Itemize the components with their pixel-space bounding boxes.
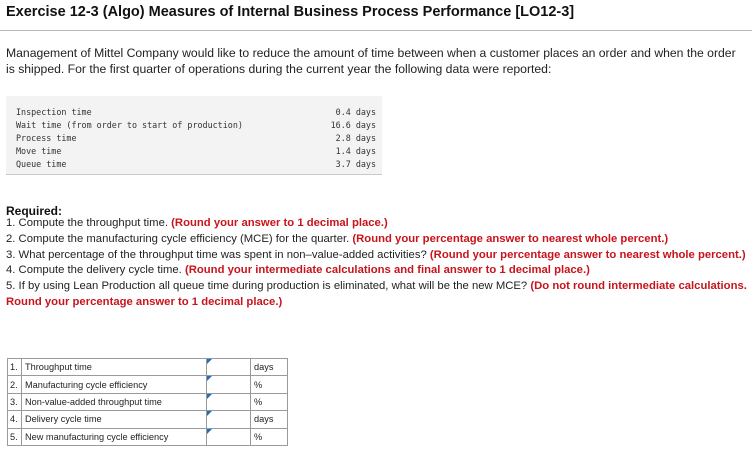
data-row [16, 133, 380, 145]
data-label: Queue time [16, 159, 67, 169]
mce-input[interactable] [207, 376, 250, 392]
data-value: 3.7 days [335, 159, 376, 169]
answer-row [8, 359, 288, 376]
answer-label: Non-value-added throughput time [22, 393, 207, 410]
required-item [6, 232, 748, 248]
required-text: 1. Compute the throughput time. [6, 217, 169, 229]
answer-cell [207, 359, 251, 376]
required-heading: Required: [6, 204, 63, 218]
answer-number: 5. [8, 428, 22, 445]
reported-data-table [6, 96, 382, 175]
answer-label: New manufacturing cycle efficiency [22, 428, 207, 445]
answer-number: 2. [8, 376, 22, 393]
answer-unit: % [251, 376, 288, 393]
answer-unit: % [251, 428, 288, 445]
input-marker-icon [207, 411, 212, 416]
required-item [6, 216, 748, 232]
rounding-hint: (Round your percentage answer to nearest whole percent.) [352, 232, 669, 245]
answer-table [7, 358, 288, 446]
data-label: Process time [16, 133, 77, 143]
rounding-hint: (Do not round intermediate calculations. Round your percentage answer to 1 decimal place.) [6, 280, 747, 308]
answer-label: Delivery cycle time [22, 411, 207, 428]
input-marker-icon [207, 359, 212, 364]
input-marker-icon [207, 429, 212, 434]
title-divider [0, 30, 752, 31]
delivery-cycle-time-input[interactable] [207, 411, 250, 427]
data-row [16, 107, 380, 119]
data-value: 2.8 days [335, 133, 376, 143]
new-mce-input[interactable] [207, 429, 250, 445]
data-label: Inspection time [16, 107, 92, 117]
non-value-added-input[interactable] [207, 394, 250, 410]
answer-row [8, 376, 288, 393]
answer-cell [207, 411, 251, 428]
required-item [6, 248, 748, 264]
answer-unit: days [251, 359, 288, 376]
answer-row [8, 428, 288, 445]
answer-unit: days [251, 411, 288, 428]
data-label: Move time [16, 146, 62, 156]
data-row [16, 146, 380, 158]
exercise-title: Exercise 12-3 (Algo) Measures of Internal Business Process Performance [LO12-3] [6, 4, 575, 20]
answer-unit: % [251, 393, 288, 410]
input-marker-icon [207, 394, 212, 399]
rounding-hint: (Round your answer to 1 decimal place.) [171, 217, 388, 229]
data-value: 16.6 days [330, 120, 376, 130]
answer-row [8, 411, 288, 428]
answer-cell [207, 428, 251, 445]
intro-paragraph: Management of Mittel Company would like to reduce the amount of time between when a customer places an order and when the order is shipped. For the first quarter of operations during the current year the following data were reported: [6, 46, 736, 76]
data-value: 0.4 days [335, 107, 376, 117]
answer-cell [207, 393, 251, 410]
answer-number: 4. [8, 411, 22, 428]
data-row [16, 159, 380, 171]
throughput-time-input[interactable] [207, 359, 250, 375]
answer-row [8, 393, 288, 410]
answer-label: Throughput time [22, 359, 207, 376]
answer-number: 3. [8, 393, 22, 410]
required-text: 3. What percentage of the throughput time was spent in non–value-added activities? [6, 248, 427, 261]
data-value: 1.4 days [335, 146, 376, 156]
data-label: Wait time (from order to start of production) [16, 120, 243, 130]
input-marker-icon [207, 376, 212, 381]
required-item [6, 263, 748, 279]
data-row [16, 120, 380, 132]
rounding-hint: (Round your percentage answer to nearest whole percent.) [429, 248, 746, 261]
answer-label: Manufacturing cycle efficiency [22, 376, 207, 393]
answer-number: 1. [8, 359, 22, 376]
required-text: 2. Compute the manufacturing cycle efficiency (MCE) for the quarter. [6, 232, 350, 245]
rounding-hint: (Round your intermediate calculations and final answer to 1 decimal place.) [184, 264, 590, 277]
required-text: 4. Compute the delivery cycle time. [6, 264, 182, 277]
required-list [6, 216, 748, 311]
answer-cell [207, 376, 251, 393]
required-text: 5. If by using Lean Production all queue time during production is eliminated, what will be the new MCE? [6, 280, 528, 293]
required-item [6, 279, 748, 311]
